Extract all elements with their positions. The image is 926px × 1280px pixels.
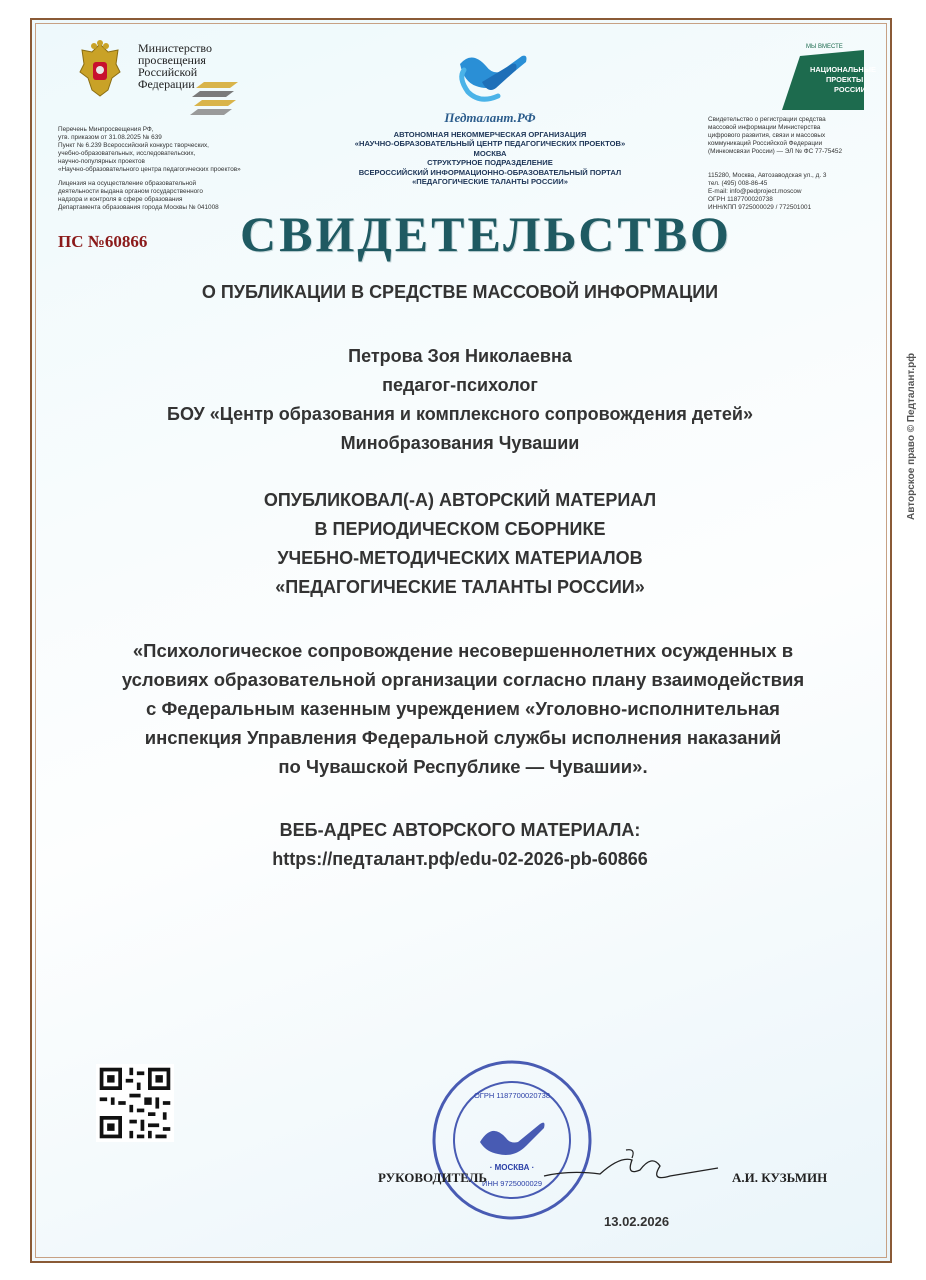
certificate-subtitle: О ПУБЛИКАЦИИ В СРЕДСТВЕ МАССОВОЙ ИНФОРМАЦИИ <box>201 282 719 302</box>
statement-line: В ПЕРИОДИЧЕСКОМ СБОРНИКЕ <box>314 519 606 539</box>
note-line: утв. приказом от 31.08.2025 № 639 <box>58 134 162 141</box>
stamp-city: · МОСКВА · <box>489 1163 535 1172</box>
stamp-ogrn: ОГРН 1187700020738 <box>473 1091 551 1100</box>
note-line: тел. (495) 008-86-45 <box>708 180 768 187</box>
national-projects-line: ПРОЕКТЫ <box>826 75 864 84</box>
director-label: РУКОВОДИТЕЛЬ <box>378 1170 488 1185</box>
web-address-url[interactable]: https://педталант.рф/edu-02-2026-pb-60866 <box>272 849 648 869</box>
signature-icon <box>540 1146 720 1196</box>
publication-statement <box>60 486 860 602</box>
recipient-ministry: Минобразования Чувашии <box>340 433 580 453</box>
note-line: Департамента образования города Москвы № 041008 <box>58 204 219 211</box>
national-projects-top: МЫ ВМЕСТЕ <box>806 44 843 50</box>
statement-line: ОПУБЛИКОВАЛ(-А) АВТОРСКИЙ МАТЕРИАЛ <box>263 490 657 510</box>
web-address-label: ВЕБ-АДРЕС АВТОРСКОГО МАТЕРИАЛА: <box>279 820 641 840</box>
organization-stamp-icon <box>430 1058 594 1222</box>
note-line: ОГРН 1187700020738 <box>708 196 773 203</box>
note-line: коммуникаций Российской Федерации <box>708 140 823 147</box>
note-line: E-mail: info@pedproject.moscow <box>708 188 802 195</box>
note-line: Свидетельство о регистрации средства <box>708 116 826 123</box>
note-line: Пункт № 6.239 Всероссийский конкурс творческих, <box>58 142 209 149</box>
note-line: научно-популярных проектов <box>58 158 145 165</box>
note-line: деятельности выдана органом государственного <box>58 188 203 195</box>
ministry-line: Российской <box>138 65 198 79</box>
organization-header <box>290 130 690 186</box>
org-line: АВТОНОМНАЯ НЕКОММЕРЧЕСКАЯ ОРГАНИЗАЦИЯ <box>393 130 587 139</box>
work-title-line: «Психологическое сопровождение несовершеннолетних осужденных в <box>132 640 794 661</box>
org-line: СТРУКТУРНОЕ ПОДРАЗДЕЛЕНИЕ <box>427 158 553 168</box>
issue-date: 13.02.2026 <box>604 1214 670 1229</box>
org-line: МОСКВА <box>473 148 507 158</box>
brand-name: Педталант.РФ <box>444 110 536 125</box>
coat-of-arms-icon <box>78 40 122 98</box>
note-line: учебно-образовательных, исследовательских, <box>58 150 196 157</box>
national-projects-line: НАЦИОНАЛЬНЫЕ <box>810 65 876 74</box>
copyright-notice: Авторское право © Педталант.рф <box>906 352 917 520</box>
note-line: 115280, Москва, Автозаводская ул., д. 3 <box>708 172 827 179</box>
recipient-name: Петрова Зоя Николаевна <box>348 346 572 366</box>
stripes-decoration-icon <box>190 82 238 116</box>
org-line: «НАУЧНО-ОБРАЗОВАТЕЛЬНЫЙ ЦЕНТР ПЕДАГОГИЧЕСКИХ ПРОЕКТОВ» <box>354 139 626 149</box>
certificate-number: ПС №60866 <box>58 232 148 251</box>
recipient-position: педагог-психолог <box>382 375 538 395</box>
web-address-block <box>60 816 860 874</box>
national-projects-line: РОССИИ <box>834 85 866 94</box>
note-line: (Минкомсвязи России) — ЭЛ № ФС 77-75452 <box>708 148 842 155</box>
media-registration-note <box>708 116 878 156</box>
pedtalant-hand-logo-icon <box>452 42 530 108</box>
statement-line: «ПЕДАГОГИЧЕСКИЕ ТАЛАНТЫ РОССИИ» <box>275 577 645 597</box>
ministry-line: просвещения <box>138 53 206 67</box>
recipient-organization: БОУ «Центр образования и комплексного сопровождения детей» <box>167 404 753 424</box>
note-line: ИНН/КПП 9725000029 / 772501001 <box>708 204 812 211</box>
work-title-line: инспекция Управления Федеральной службы исполнения наказаний <box>144 727 782 748</box>
note-line: «Научно-образовательного центра педагогических проектов» <box>58 166 241 173</box>
ministry-line: Федерации <box>138 77 195 91</box>
work-title <box>50 636 876 781</box>
statement-line: УЧЕБНО-МЕТОДИЧЕСКИХ МАТЕРИАЛОВ <box>277 548 643 568</box>
work-title-line: с Федеральным казенным учреждением «Уголовно-исполнительная <box>146 698 780 719</box>
work-title-line: условиях образовательной организации согласно плану взаимодействия <box>121 669 805 690</box>
org-line: «ПЕДАГОГИЧЕСКИЕ ТАЛАНТЫ РОССИИ» <box>412 177 568 187</box>
qr-code-icon[interactable] <box>96 1064 174 1142</box>
note-line: массовой информации Министерства <box>708 124 821 131</box>
note-line: Перечень Минпросвещения РФ, <box>58 126 154 133</box>
stamp-inn: ИНН 9725000029 <box>481 1179 543 1188</box>
ministry-list-note <box>58 126 288 174</box>
director-name: А.И. КУЗЬМИН <box>732 1170 828 1185</box>
recipient-block <box>60 342 860 458</box>
note-line: цифрового развития, связи и массовых <box>708 132 826 139</box>
note-line: Лицензия на осуществление образовательной <box>58 180 197 187</box>
org-line: ВСЕРОССИЙСКИЙ ИНФОРМАЦИОННО-ОБРАЗОВАТЕЛЬНЫЙ ПОРТАЛ <box>358 167 622 177</box>
ministry-line: Министерство <box>138 41 212 55</box>
work-title-line: по Чувашской Республике — Чувашии». <box>278 756 648 777</box>
national-projects-logo-icon <box>782 42 876 110</box>
certificate-title: СВИДЕТЕЛЬСТВО <box>240 206 732 262</box>
note-line: надзора и контроля в сфере образования <box>58 196 183 203</box>
